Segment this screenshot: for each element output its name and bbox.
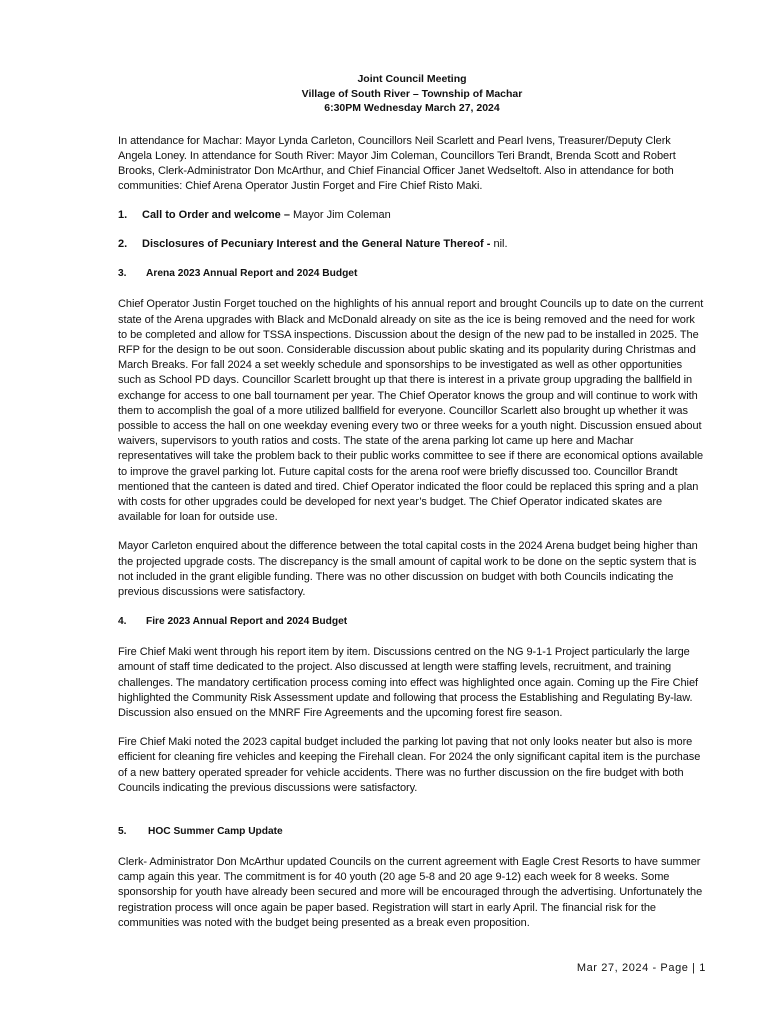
page-footer: Mar 27, 2024 - Page | 1 xyxy=(576,962,706,974)
camp-paragraph-1: Clerk- Administrator Don McArthur updated Councils on the current agreement with Eagle Crest Resorts to have summer camp again this year. The commitment is for 40 youth (20 age 5-8 and 20 age 9-12) each week for 8 weeks. Some sponsorship for youth have already been secured and more will be encouraged through the advertising. Unfortunately the registration process will once again be paper based. Registration will start in early April. The financial risk for the communities was noted with the budget being presented as a break even proposition. xyxy=(118,856,703,929)
agenda-item-4 xyxy=(118,614,706,629)
agenda-item-number: 3. xyxy=(118,268,127,280)
fire-paragraph-2: Fire Chief Maki noted the 2023 capital budget included the parking lot paving that not only looks neater but also is more efficient for cleaning fire vehicles and keeping the Firehall clean. For 2024 the only significant capital item is the purchase of a new battery operated spreader for vehicle accidents. There was no further discussion on the fire budget with both Councils indicating the previous discussions were satisfactory. xyxy=(118,736,701,794)
agenda-item-heading: Disclosures of Pecuniary Interest and the General Nature Thereof - xyxy=(142,238,491,251)
agenda-item-number: 4. xyxy=(118,616,127,628)
header-date: 6:30PM Wednesday March 27, 2024 xyxy=(324,102,500,114)
attendance-paragraph: In attendance for Machar: Mayor Lynda Carleton, Councillors Neil Scarlett and Pearl Ivens, Treasurer/Deputy Clerk Angela Loney. In attendance for South River: Mayor Jim Coleman, Councillors Teri Brandt, Brenda Scott and Robert Brooks, Clerk-Administrator Don McArthur, and Chief Financial Officer Janet Wedseltoft. Also in attendance for both communities: Chief Arena Operator Justin Forget and Fire Chief Risto Maki. xyxy=(118,134,676,193)
arena-paragraph-1: Chief Operator Justin Forget touched on the highlights of his annual report and brought Councils up to date on the current state of the Arena upgrades with Black and McDonald already on site as the ice is being removed and the need for work to be completed and allow for TSSA inspections. Discussion about the design of the new pad to be installed in 2025. The RFP for the design to be out soon. Considerable discussion about public skating and its popularity during Christmas and March Breaks. For fall 2024 a set weekly schedule and sponsorships to be investigated as well as other opportunities such as School PD days. Councillor Scarlett brought up that there is interest in a private group upgrading the ballfield in exchange for access to one ball tournament per year. The Chief Operator knows the group and will continue to work with them to accomplish the goal of a more utilized ballfield for everyone. Councillor Scarlett also brought up whether it was possible to access the hall on one weekday evening every two or three weeks for a youth night. Discussion ensued about waivers, supervisors to youth ratios and costs. The state of the arena parking lot came up here and Machar representatives will take the problem back to their public works committee to see if there are economical options available to improve the gravel parking lot. Future capital costs for the arena roof were briefly discussed too. Councillor Brandt mentioned that the canteen is dated and tired. Chief Operator indicated the floor could be replaced this spring and a plan with costs for other upgrades could be developed for next year’s budget. The Chief Operator indicated skates are available for loan for outside use. xyxy=(118,298,704,524)
agenda-item-tail: nil. xyxy=(490,238,508,251)
agenda-item-number: 2. xyxy=(118,238,128,251)
header-title: Joint Council Meeting xyxy=(357,73,467,85)
arena-paragraph-2: Mayor Carleton enquired about the difference between the total capital costs in the 2024 Arena budget being higher than the projected upgrade costs. The discrepancy is the small amount of capital work to be done on the septic system that is not included in the grant eligible funding. There was no other discussion on budget with both Councils indicating the previous discussions were satisfactory. xyxy=(118,540,698,598)
header-municipalities: Village of South River – Township of Machar xyxy=(301,87,523,100)
agenda-item-number: 5. xyxy=(118,826,127,837)
meeting-header xyxy=(0,72,770,116)
agenda-item-heading: Fire 2023 Annual Report and 2024 Budget xyxy=(146,616,348,628)
agenda-item-2 xyxy=(118,237,706,252)
agenda-item-heading: Arena 2023 Annual Report and 2024 Budget xyxy=(146,268,358,280)
agenda-item-3 xyxy=(118,266,706,281)
agenda-item-heading: Call to Order and welcome – xyxy=(142,209,290,222)
fire-paragraph-1: Fire Chief Maki went through his report item by item. Discussions centred on the NG 9-1-1 Project particularly the large amount of staff time dedicated to the project. Also discussed at length were staffing levels, recruitment, and training challenges. The mandatory certification process coming into effect was highlighted once again. Coming up the Fire Chief highlighted the Community Risk Assessment update and following that process the Establishing and Regulating By-law. Discussion also ensued on the MNRF Fire Agreements and the upcoming forest fire season. xyxy=(118,646,699,719)
agenda-item-tail: Mayor Jim Coleman xyxy=(289,209,391,222)
agenda-item-number: 1. xyxy=(118,209,128,222)
agenda-item-5 xyxy=(118,824,706,839)
agenda-item-1 xyxy=(118,208,706,223)
agenda-item-heading: HOC Summer Camp Update xyxy=(148,826,283,837)
